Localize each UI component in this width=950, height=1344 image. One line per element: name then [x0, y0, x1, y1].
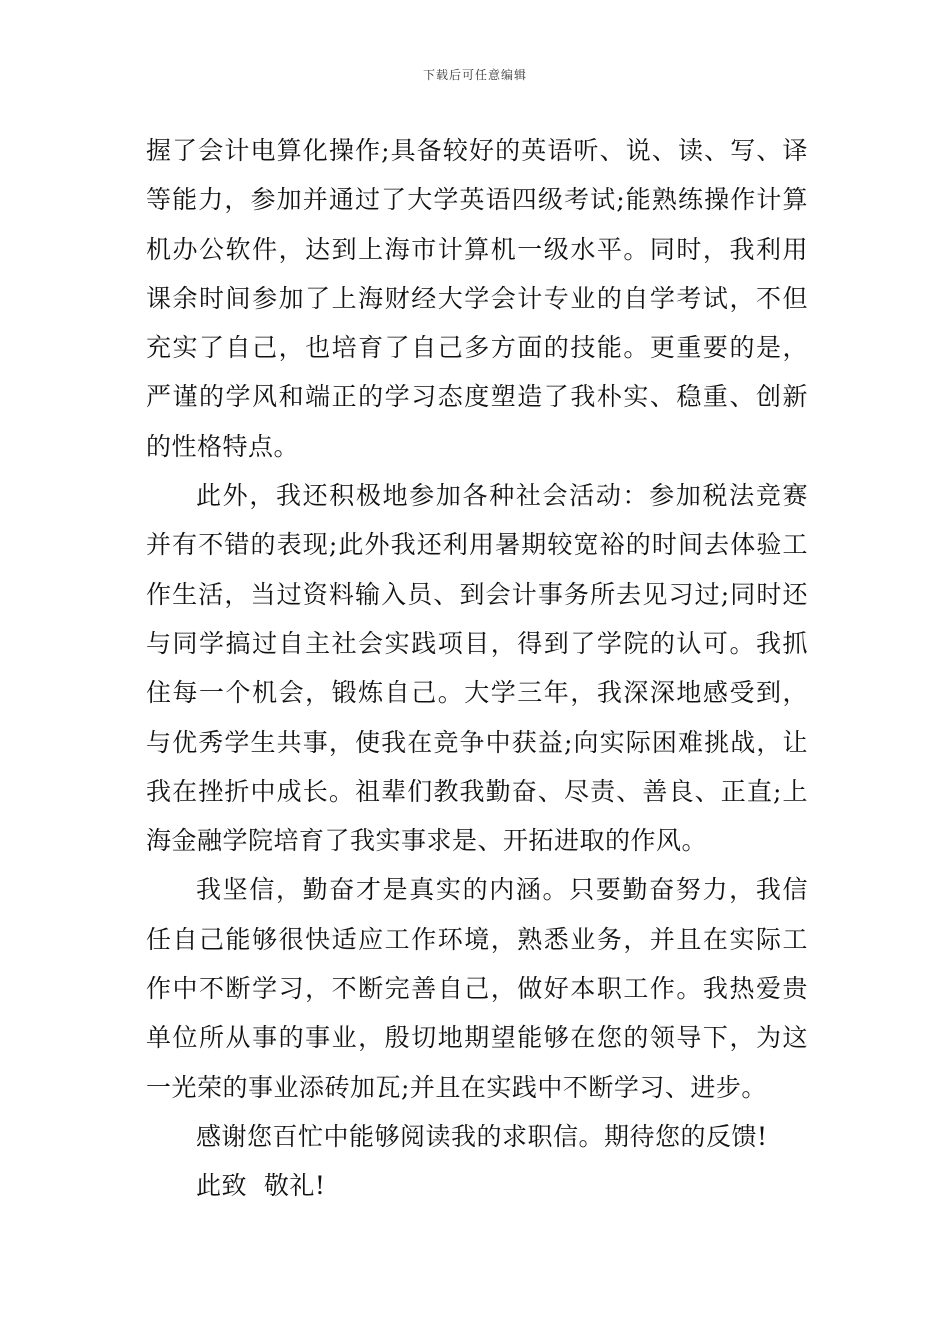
letter-body — [146, 126, 808, 1211]
text-line: 严谨的学风和端正的学习态度塑造了我朴实、稳重、创新 — [146, 382, 808, 412]
text-line: 并有不错的表现;此外我还利用暑期较宽裕的时间去体验工 — [146, 530, 808, 560]
text-line: 一光荣的事业添砖加瓦;并且在实践中不断学习、进步。 — [146, 1072, 767, 1102]
text-line: 任自己能够很快适应工作环境，熟悉业务，并且在实际工 — [146, 924, 808, 954]
text-line: 的性格特点。 — [146, 431, 300, 461]
paragraph-first-line: 我坚信，勤奋才是真实的内涵。只要勤奋努力，我信 — [196, 875, 808, 905]
closing-thanks: 感谢您百忙中能够阅读我的求职信。期待您的反馈! — [196, 1121, 768, 1151]
text-line: 我在挫折中成长。祖辈们教我勤奋、尽责、善良、正直;上 — [146, 776, 808, 806]
text-line: 海金融学院培育了我实事求是、开拓进取的作风。 — [146, 826, 708, 856]
text-line: 课余时间参加了上海财经大学会计专业的自学考试，不但 — [146, 283, 808, 313]
text-line: 作中不断学习，不断完善自己，做好本职工作。我热爱贵 — [146, 974, 808, 1004]
paragraph-first-line: 此外，我还积极地参加各种社会活动：参加税法竞赛 — [196, 481, 808, 511]
text-line: 单位所从事的事业，殷切地期望能够在您的领导下，为这 — [146, 1023, 808, 1053]
text-line: 与同学搞过自主社会实践项目，得到了学院的认可。我抓 — [146, 628, 808, 658]
page-header-note: 下载后可任意编辑 — [422, 68, 527, 82]
text-line: 握了会计电算化操作;具备较好的英语听、说、读、写、译 — [146, 136, 808, 165]
text-line: 机办公软件，达到上海市计算机一级水平。同时，我利用 — [146, 234, 808, 264]
text-line: 充实了自己，也培育了自己多方面的技能。更重要的是， — [146, 333, 808, 363]
text-line: 等能力，参加并通过了大学英语四级考试;能熟练操作计算 — [146, 185, 808, 215]
text-line: 与优秀学生共事，使我在竞争中获益;向实际困难挑战，让 — [146, 727, 808, 757]
text-line: 住每一个机会，锻炼自己。大学三年，我深深地感受到， — [146, 678, 808, 708]
text-line: 作生活，当过资料输入员、到会计事务所去见习过;同时还 — [146, 579, 808, 609]
closing-salutation: 此致 敬礼! — [196, 1171, 326, 1201]
